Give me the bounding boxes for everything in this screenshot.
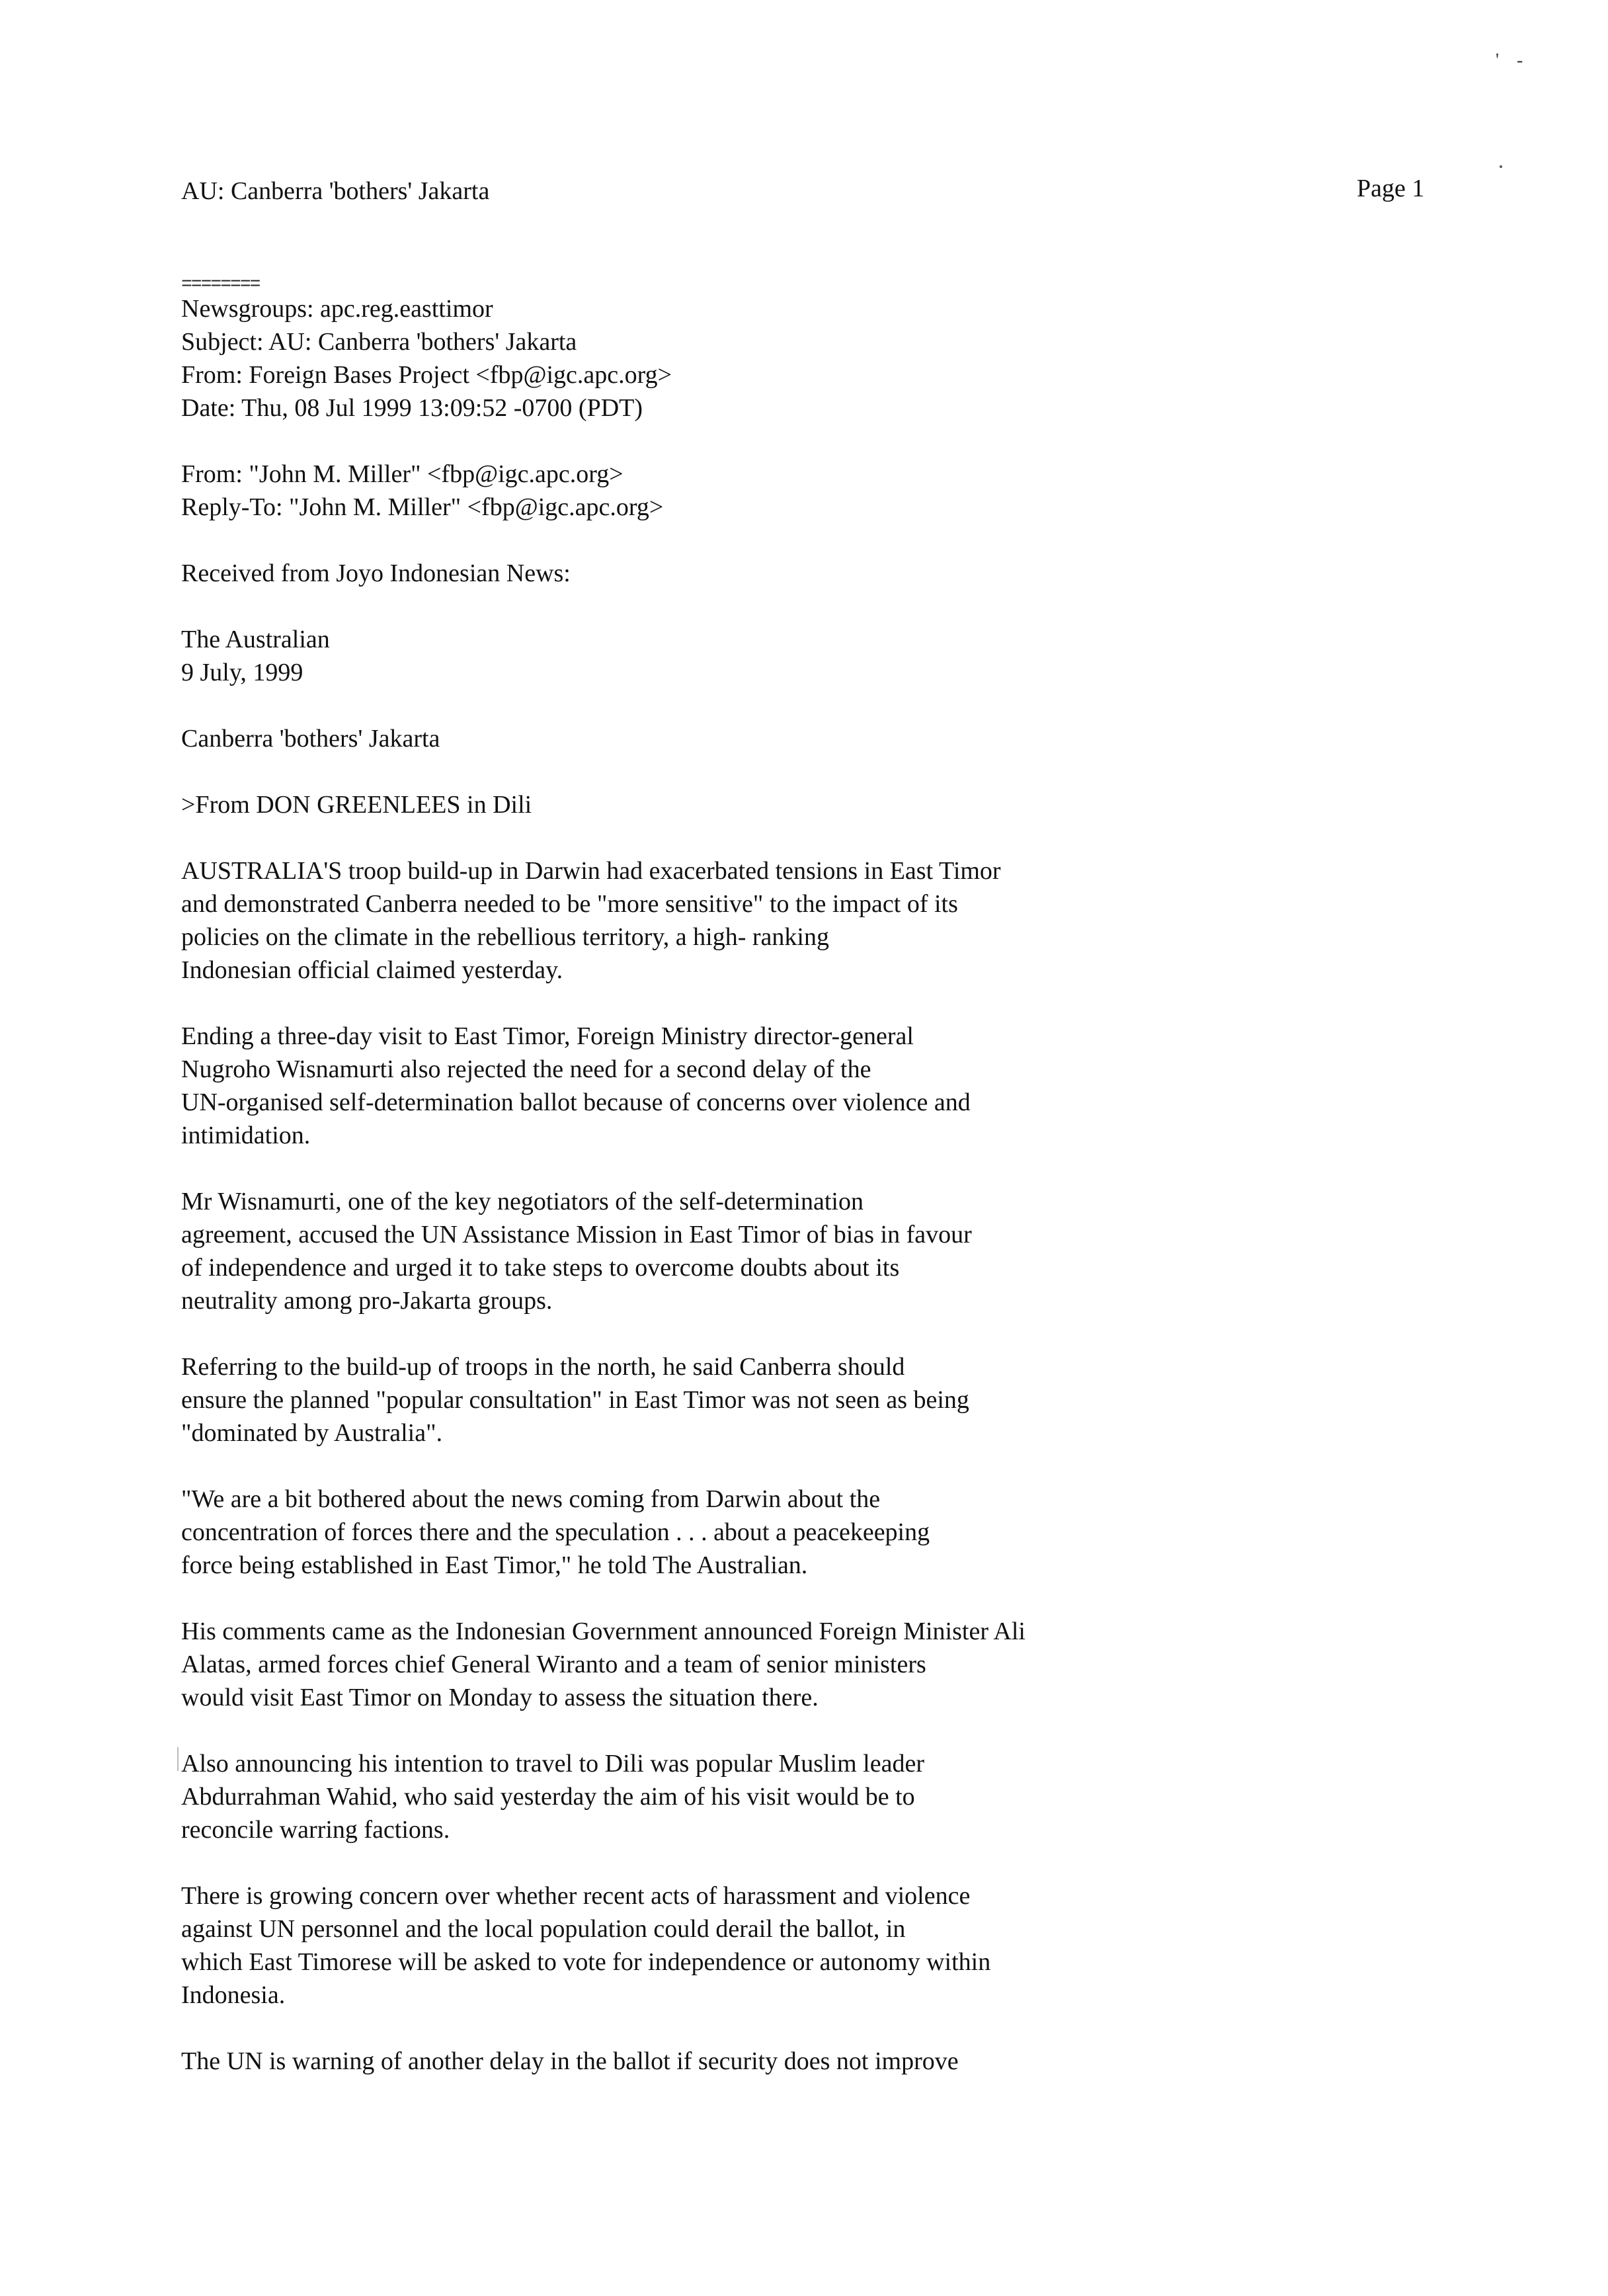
paragraph-line: Indonesian official claimed yesterday. [181,956,563,984]
corner-marks: ' - [1496,50,1530,71]
paragraph-line: intimidation. [181,1122,311,1149]
paragraph-line: "We are a bit bothered about the news coming from Darwin about the [181,1485,881,1513]
sender-from-line: From: "John M. Miller" <fbp@igc.apc.org> [181,460,623,488]
page-number: Page 1 [1357,175,1425,202]
paragraph-line: which East Timorese will be asked to vote for independence or autonomy within [181,1948,991,1976]
from-line: From: Foreign Bases Project <fbp@igc.apc.org> [181,361,672,389]
article-paragraph-9 [181,2045,1332,2078]
article-title-block [181,722,1332,755]
sender-block [181,458,1332,524]
subject-line: Subject: AU: Canberra 'bothers' Jakarta [181,328,577,356]
article-paragraph-4 [181,1350,1332,1450]
paragraph-line: Alatas, armed forces chief General Wiranto and a team of senior ministers [181,1651,926,1678]
paragraph-line: ensure the planned "popular consultation" in East Timor was not seen as being [181,1386,969,1414]
message-body [181,274,1332,2078]
article-paragraph-5 [181,1483,1332,1582]
paragraph-line: against UN personnel and the local population could derail the ballot, in [181,1915,906,1943]
paragraph-line: of independence and urged it to take steps to overcome doubts about its [181,1254,900,1282]
paragraph-line: His comments came as the Indonesian Government announced Foreign Minister Ali [181,1618,1025,1645]
scan-mark [177,1747,179,1771]
paragraph-line: and demonstrated Canberra needed to be "more sensitive" to the impact of its [181,890,958,918]
paragraph-line: AUSTRALIA'S troop build-up in Darwin had exacerbated tensions in East Timor [181,857,1001,885]
paragraph-line: Referring to the build-up of troops in the north, he said Canberra should [181,1353,905,1381]
newsgroups-line: Newsgroups: apc.reg.easttimor [181,295,493,323]
paragraph-line: Nugroho Wisnamurti also rejected the need for a second delay of the [181,1055,871,1083]
article-title: Canberra 'bothers' Jakarta [181,725,440,753]
paragraph-line: There is growing concern over whether recent acts of harassment and violence [181,1882,971,1910]
page-header-title: AU: Canberra 'bothers' Jakarta [181,177,490,205]
paragraph-line: Indonesia. [181,1981,286,2009]
paragraph-line: agreement, accused the UN Assistance Mission in East Timor of bias in favour [181,1221,972,1249]
article-paragraph-8 [181,1879,1332,2012]
separator-line: ======== [181,274,260,295]
paragraph-line: neutrality among pro-Jakarta groups. [181,1287,553,1315]
paragraph-line: Ending a three-day visit to East Timor, Foreign Ministry director-general [181,1022,914,1050]
paragraph-line: The UN is warning of another delay in the ballot if security does not improve [181,2047,959,2075]
paragraph-line: would visit East Timor on Monday to assess the situation there. [181,1684,819,1711]
received-line: Received from Joyo Indonesian News: [181,559,571,587]
received-note [181,557,1332,590]
byline: >From DON GREENLEES in Dili [181,791,532,819]
paragraph-line: Mr Wisnamurti, one of the key negotiators of the self-determination [181,1188,864,1215]
article-paragraph-2 [181,1020,1332,1152]
paragraph-line: reconcile warring factions. [181,1816,450,1844]
article-paragraph-6 [181,1615,1332,1714]
paragraph-line: policies on the climate in the rebellious territory, a high- ranking [181,923,829,951]
paragraph-line: concentration of forces there and the speculation . . . about a peacekeeping [181,1518,930,1546]
paragraph-line: "dominated by Australia". [181,1419,443,1447]
article-paragraph-1 [181,854,1332,987]
paragraph-line: UN-organised self-determination ballot because of concerns over violence and [181,1088,971,1116]
source-block [181,623,1332,689]
article-paragraph-3 [181,1185,1332,1317]
reply-to-line: Reply-To: "John M. Miller" <fbp@igc.apc.org> [181,493,664,521]
date-line: Date: Thu, 08 Jul 1999 13:09:52 -0700 (PDT) [181,394,643,422]
paragraph-line: Also announcing his intention to travel to Dili was popular Muslim leader [181,1750,924,1778]
byline-block [181,788,1332,821]
scan-dot [1500,165,1502,168]
publication-name: The Australian [181,626,330,653]
paragraph-line: Abdurrahman Wahid, who said yesterday the aim of his visit would be to [181,1783,915,1811]
publication-date: 9 July, 1999 [181,659,303,686]
paragraph-line: force being established in East Timor," he told The Australian. [181,1551,808,1579]
message-headers [181,292,1332,425]
article-paragraph-7 [181,1747,1332,1846]
